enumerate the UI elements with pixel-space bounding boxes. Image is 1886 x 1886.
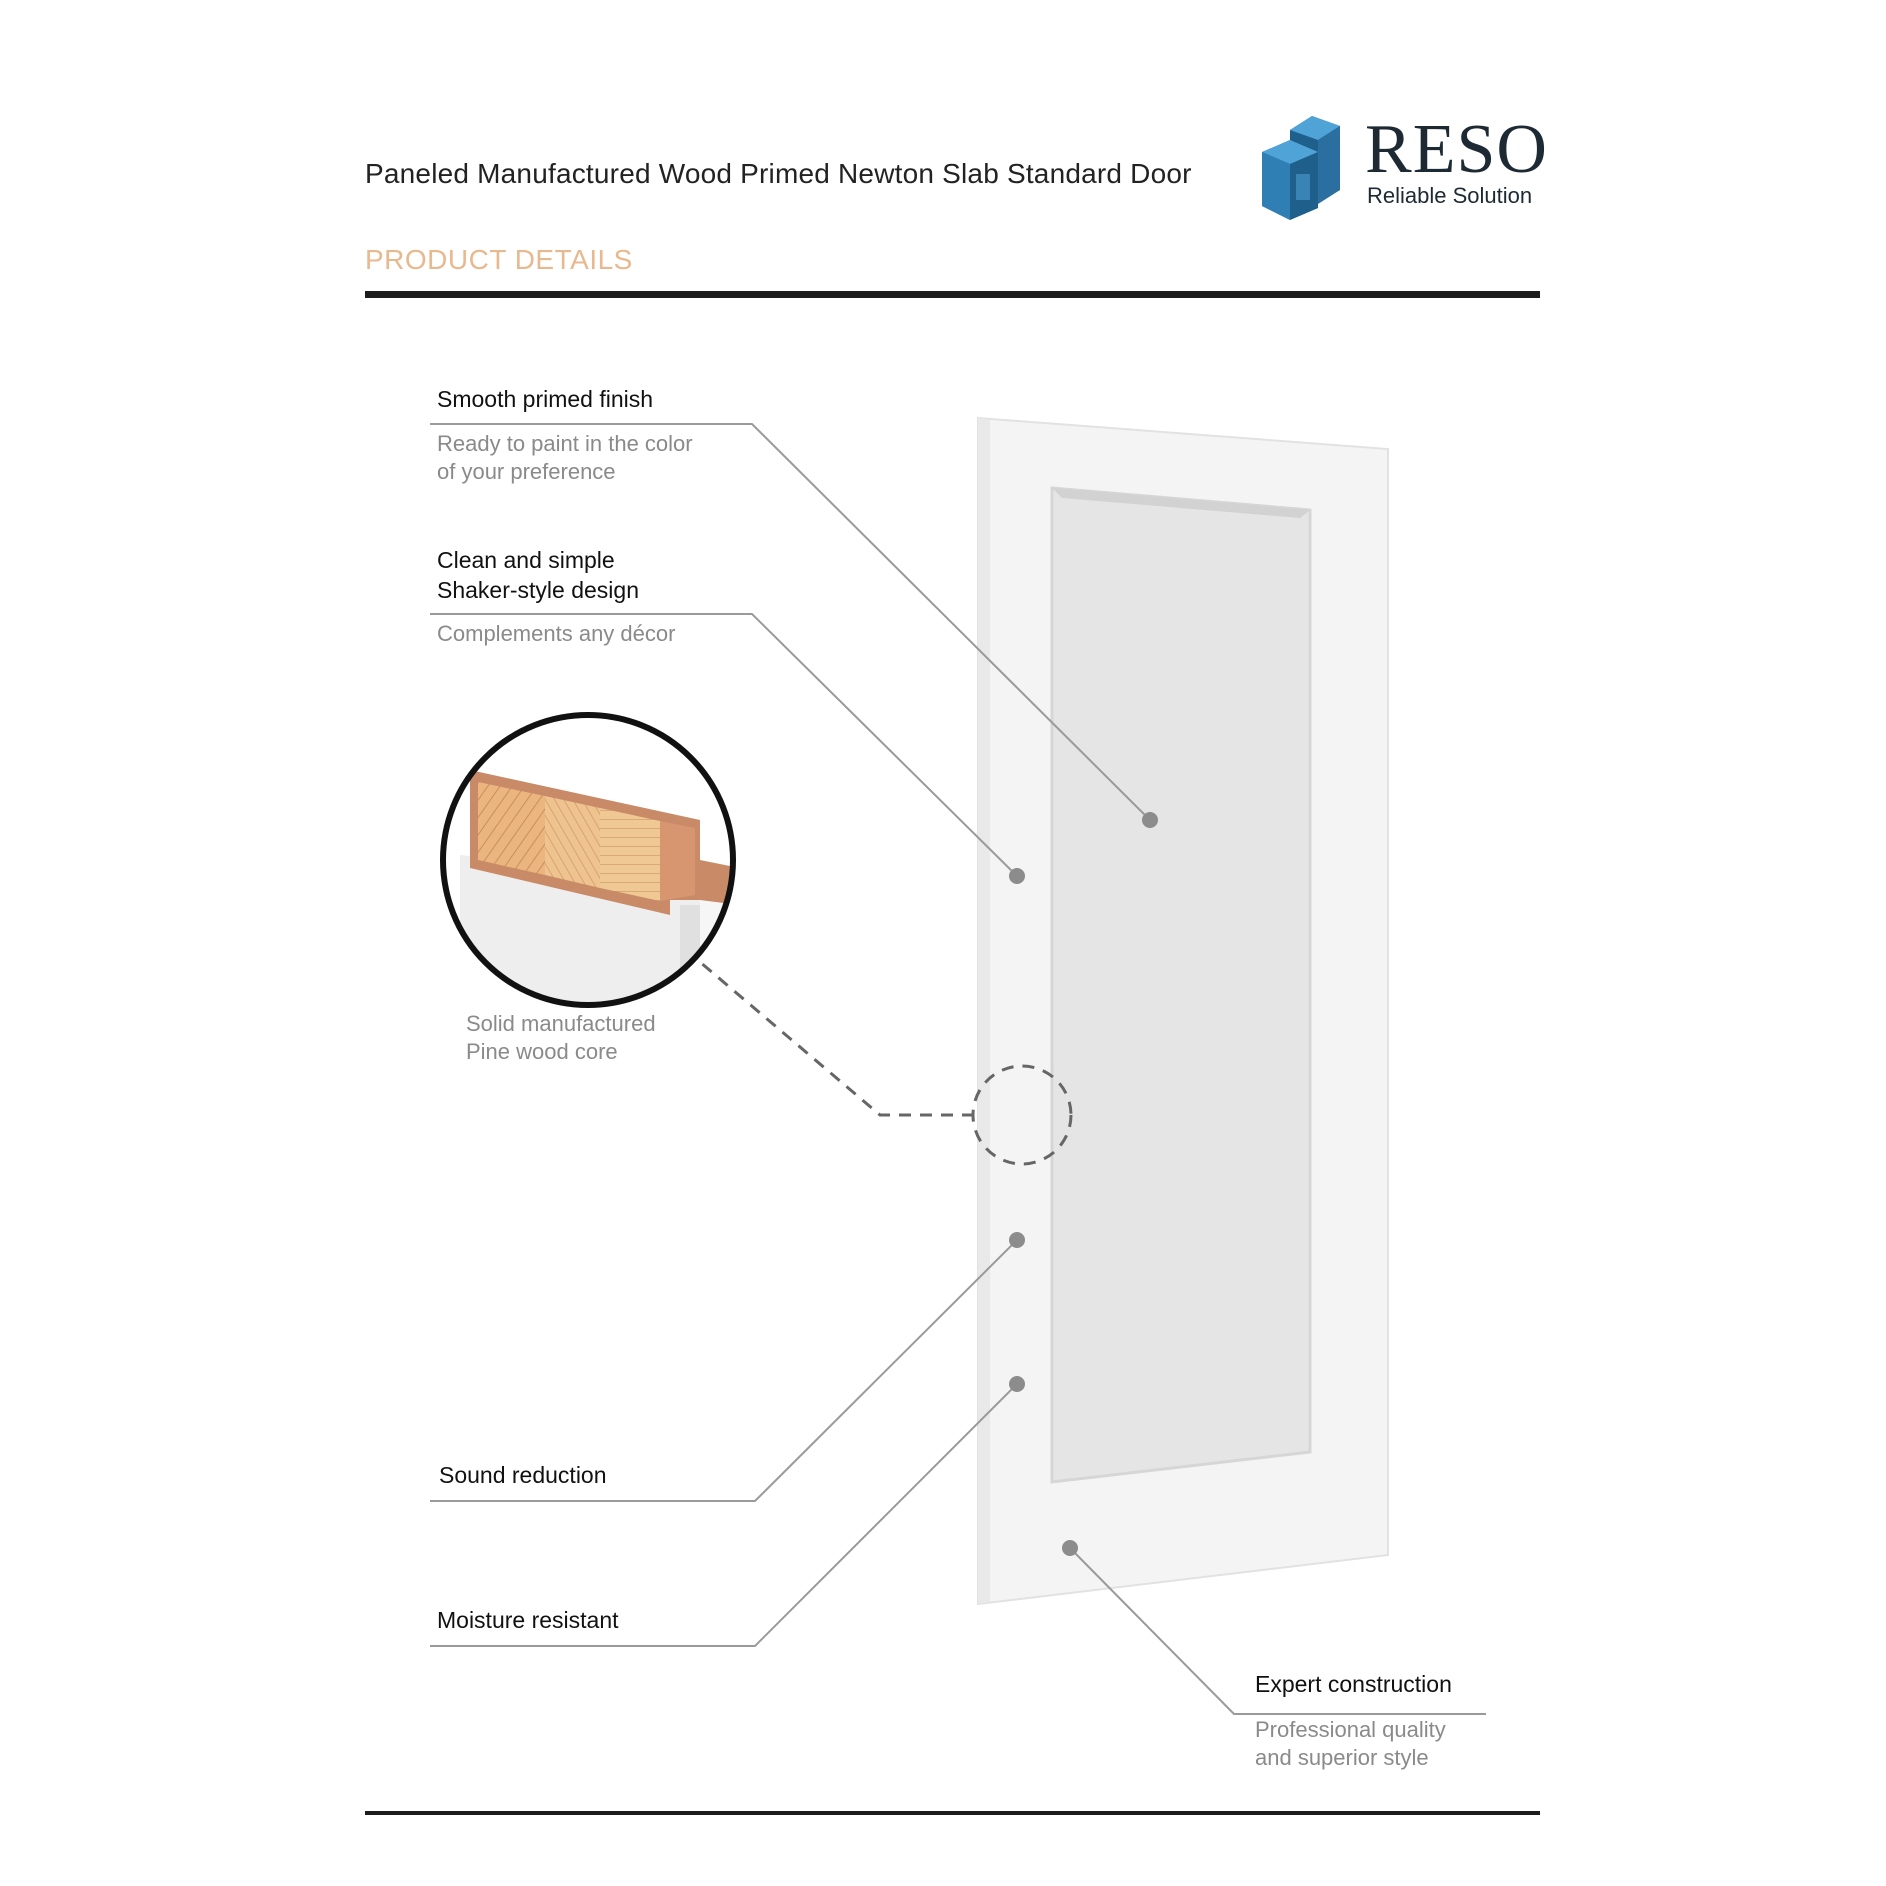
feature-smooth-finish-desc bbox=[437, 430, 693, 486]
callout-dot bbox=[1009, 1232, 1025, 1248]
feature-title: Moisture resistant bbox=[437, 1607, 619, 1633]
feature-desc-line: Professional quality bbox=[1255, 1717, 1446, 1742]
feature-expert-construction bbox=[1255, 1669, 1452, 1699]
reso-logo-icon bbox=[1262, 116, 1340, 220]
callout-dot bbox=[1009, 1376, 1025, 1392]
feature-shaker-design-desc bbox=[437, 620, 675, 648]
feature-title: Expert construction bbox=[1255, 1671, 1452, 1697]
feature-smooth-finish bbox=[437, 384, 653, 414]
product-title: Paneled Manufactured Wood Primed Newton Slab Standard Door bbox=[365, 158, 1192, 189]
feature-wood-core bbox=[466, 1010, 656, 1066]
callout-dot bbox=[1009, 868, 1025, 884]
feature-title: Shaker-style design bbox=[437, 577, 639, 603]
footer-divider bbox=[365, 1811, 1540, 1815]
feature-moisture-resistant bbox=[437, 1605, 619, 1635]
door-illustration bbox=[978, 418, 1388, 1604]
callout-dot bbox=[1142, 812, 1158, 828]
logo-tagline: Reliable Solution bbox=[1367, 183, 1533, 208]
feature-shaker-design bbox=[437, 545, 639, 605]
feature-sound-reduction bbox=[439, 1460, 607, 1490]
feature-desc-line: Ready to paint in the color bbox=[437, 431, 693, 456]
feature-title: Sound reduction bbox=[439, 1462, 607, 1488]
section-label: PRODUCT DETAILS bbox=[365, 244, 633, 275]
feature-desc-line: of your preference bbox=[437, 459, 616, 484]
feature-title: Smooth primed finish bbox=[437, 386, 654, 412]
feature-desc-line: Complements any décor bbox=[437, 621, 676, 646]
feature-desc-line: and superior style bbox=[1255, 1745, 1429, 1770]
callout-dot bbox=[1062, 1540, 1078, 1556]
logo-wordmark: RESO bbox=[1365, 111, 1548, 188]
feature-expert-construction-desc bbox=[1255, 1716, 1446, 1772]
feature-desc-line: Pine wood core bbox=[466, 1039, 618, 1064]
feature-desc-line: Solid manufactured bbox=[466, 1011, 656, 1036]
feature-title: Clean and simple bbox=[437, 547, 615, 573]
